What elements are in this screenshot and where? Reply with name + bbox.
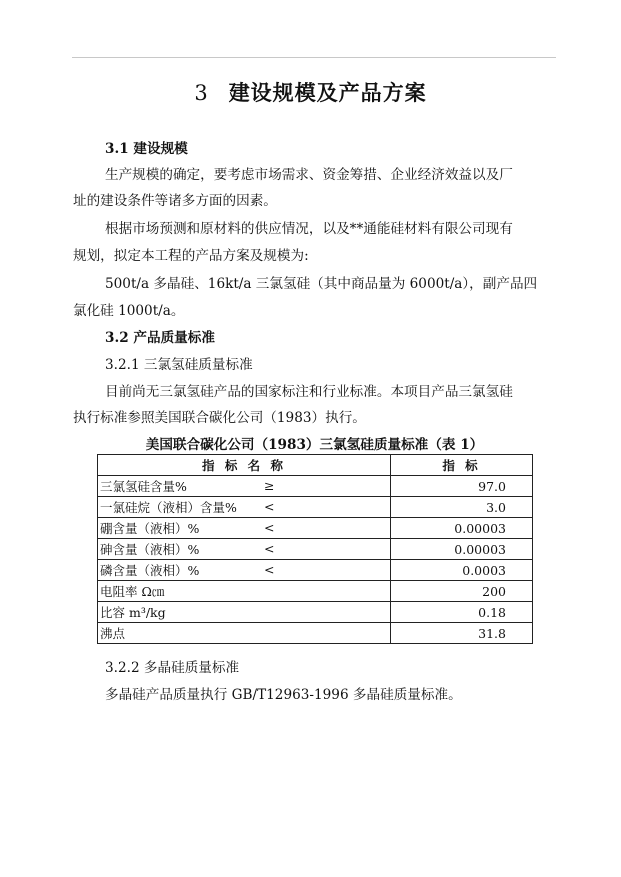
- row-name: 砷含量（液相）%: [100, 542, 200, 557]
- row-name: 硼含量（液相）%: [100, 521, 200, 536]
- table-row: [98, 581, 533, 602]
- s31-paragraph-1-line-1: 生产规模的确定，要考虑市场需求、资金筹措、企业经济效益以及厂: [105, 167, 513, 183]
- table-row: [98, 623, 533, 644]
- row-name: 三氯氢硅含量%: [100, 479, 187, 494]
- row-value: 0.18: [391, 602, 533, 623]
- row-operator: ≥: [264, 478, 275, 493]
- row-operator: <: [264, 520, 275, 535]
- row-operator: <: [264, 541, 275, 556]
- row-value: 0.0003: [391, 560, 533, 581]
- row-value: 0.00003: [391, 539, 533, 560]
- table-row: [98, 518, 533, 539]
- s322-paragraph: 多晶硅产品质量执行 GB/T12963-1996 多晶硅质量标准。: [105, 687, 462, 703]
- table-row: [98, 497, 533, 518]
- row-value: 97.0: [391, 476, 533, 497]
- table-row: [98, 476, 533, 497]
- s31-paragraph-2-line-2: 规划，拟定本工程的产品方案及规模为:: [73, 248, 309, 264]
- row-operator: <: [264, 499, 275, 514]
- s31-paragraph-1-line-2: 址的建设条件等诸多方面的因素。: [73, 193, 277, 209]
- section-3-2-1-heading: 3.2.1 三氯氢硅质量标准: [105, 357, 253, 373]
- chapter-number: 3: [194, 81, 209, 105]
- row-value: 200: [391, 581, 533, 602]
- header-indicator-name: 指 标 名 称: [98, 455, 391, 476]
- s31-paragraph-3-line-1: 500t/a 多晶硅、16kt/a 三氯氢硅（其中商品量为 6000t/a），副产品四: [105, 276, 538, 292]
- section-3-2-heading: 3.2 产品质量标准: [105, 330, 215, 346]
- s31-paragraph-3-line-2: 氯化硅 1000t/a。: [73, 303, 185, 319]
- s31-paragraph-2-line-1: 根据市场预测和原材料的供应情况，以及**通能硅材料有限公司现有: [105, 221, 513, 237]
- s321-paragraph-line-2: 执行标准参照美国联合碳化公司（1983）执行。: [73, 410, 366, 426]
- row-value: 3.0: [391, 497, 533, 518]
- table-caption: 美国联合碳化公司（1983）三氯氢硅质量标准（表 1）: [145, 437, 484, 453]
- section-3-1-heading: 3.1 建设规模: [105, 141, 188, 157]
- header-rule: [72, 57, 556, 58]
- row-name: 电阻率 Ω㎝: [100, 584, 165, 599]
- table-row: [98, 602, 533, 623]
- table-row: [98, 539, 533, 560]
- row-name: 磷含量（液相）%: [100, 563, 200, 578]
- s321-paragraph-line-1: 目前尚无三氯氢硅产品的国家标注和行业标准。本项目产品三氯氢硅: [105, 384, 513, 400]
- row-value: 31.8: [391, 623, 533, 644]
- row-name: 一氯硅烷（液相）含量%: [100, 500, 237, 515]
- quality-standard-table: [97, 454, 533, 644]
- row-operator: <: [264, 562, 275, 577]
- chapter-title: [0, 77, 621, 107]
- chapter-title-text: 建设规模及产品方案: [228, 80, 427, 105]
- header-indicator-value: 指 标: [391, 455, 533, 476]
- table-header-row: [98, 455, 533, 476]
- row-value: 0.00003: [391, 518, 533, 539]
- row-name: 沸点: [100, 626, 126, 641]
- section-3-2-2-heading: 3.2.2 多晶硅质量标准: [105, 660, 240, 676]
- row-name: 比容 m³/kg: [100, 605, 166, 620]
- table-row: [98, 560, 533, 581]
